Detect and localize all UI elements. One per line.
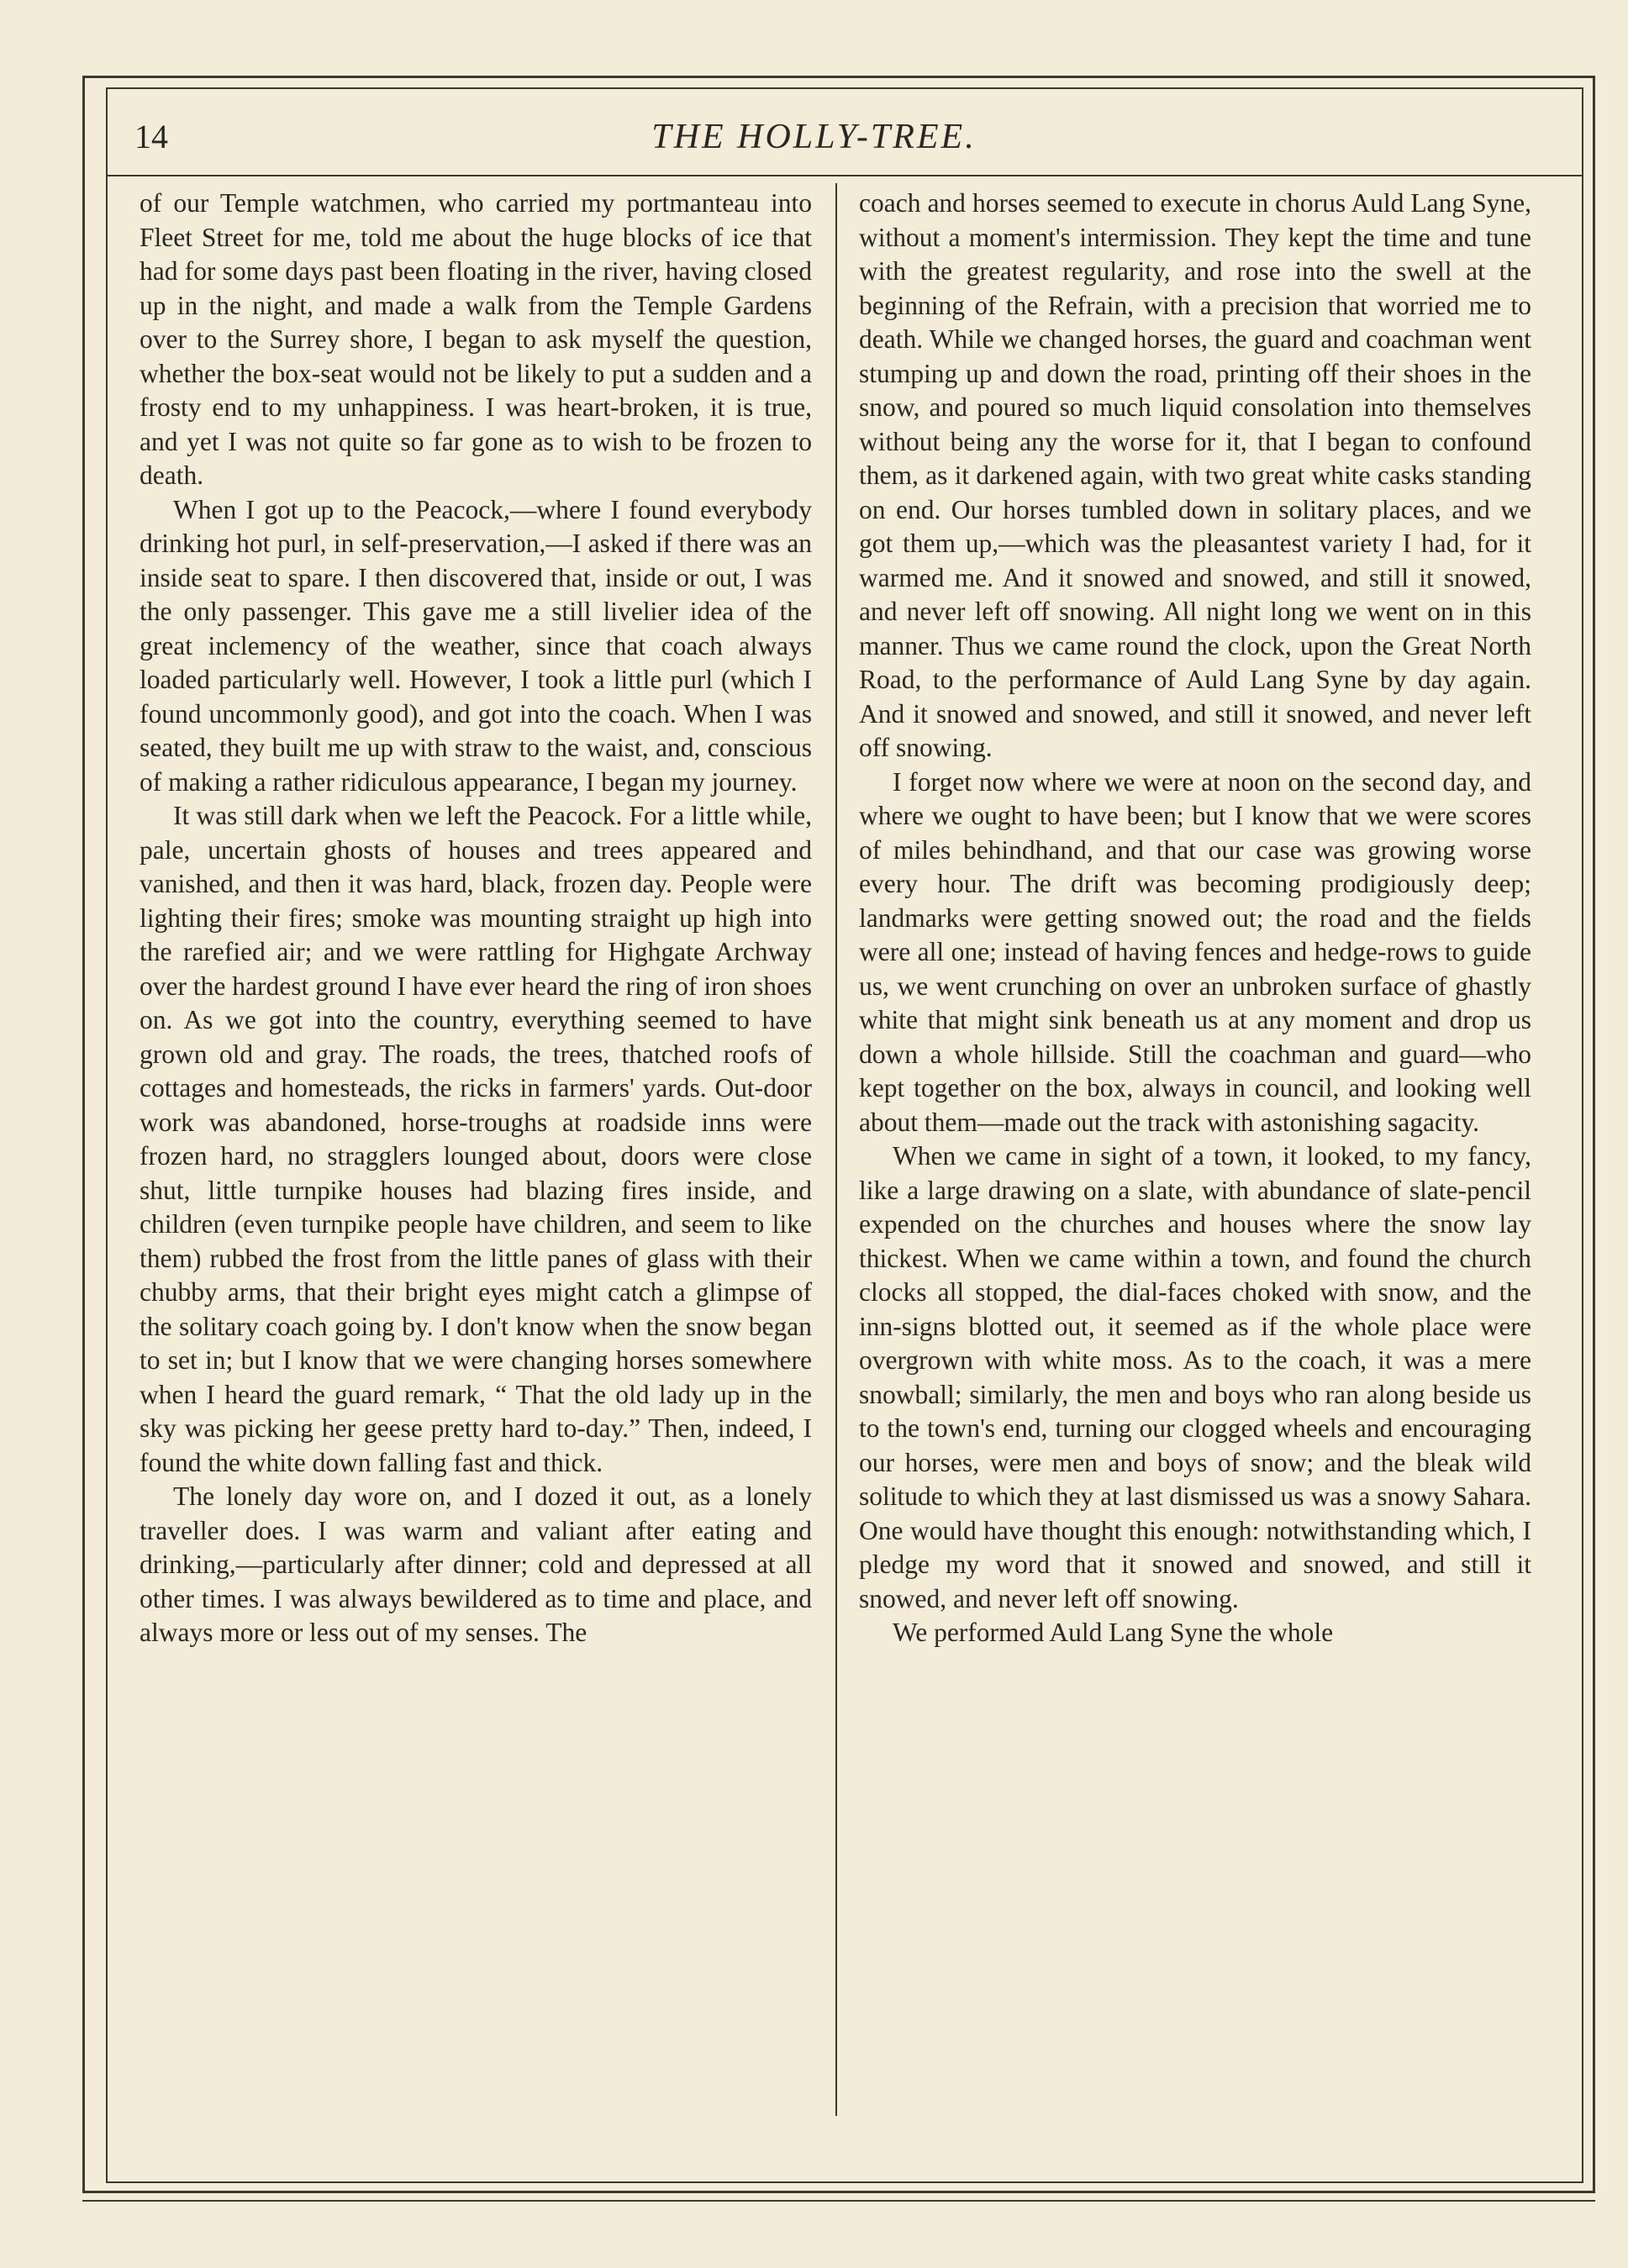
paragraph: of our Temple watchmen, who carried my portmanteau into Fleet Street for me, told me about the huge blocks of ice that had for some days past been floating in the river, having closed up in the night, and made a walk from the Temple Gardens over to the Surrey shore, I began to ask myself the question, whether the box-seat would not be likely to put a sudden and a frosty end to my unhappiness. I was heart-broken, it is true, and yet I was not quite so far gone as to wish to be frozen to death. bbox=[140, 188, 812, 490]
running-title: THE HOLLY-TREE. bbox=[651, 118, 977, 156]
paragraph: coach and horses seemed to execute in chorus Auld Lang Syne, without a moment's intermission. They kept the time and tune with the greatest regularity, and rose into the swell at the beginning of the Refrain, with a precision that worried me to death. While we changed horses, the guard and coachman went stumping up and down the road, printing off their shoes in the snow, and poured so much liquid consolation into themselves without being any the worse for it, that I began to confound them, as it darkened again, with two great white casks standing on end. Our horses tumbled down in solitary places, and we got them up,—which was the pleasantest variety I had, for it warmed me. And it snowed and snowed, and still it snowed, and never left off snowing. All night long we went on in this manner. Thus we came round the clock, upon the Great North Road, to the performance of Auld Lang Syne by day again. And it snowed and snowed, and still it snowed, and never left off snowing. bbox=[859, 188, 1531, 762]
page-number: 14 bbox=[134, 118, 168, 155]
left-column bbox=[140, 187, 812, 1650]
paragraph: It was still dark when we left the Peacock. For a little while, pale, uncertain ghosts of houses and trees appeared and vanished, and then it was hard, black, frozen day. People were lighting their fires; smoke was mounting straight up high into the rarefied air; and we were rattling for Highgate Archway over the hardest ground I have ever heard the ring of iron shoes on. As we got into the country, everything seemed to have grown old and gray. The roads, the trees, thatched roofs of cottages and homesteads, the ricks in farmers' yards. Out-door work was abandoned, horse-troughs at roadside inns were frozen hard, no stragglers lounged about, doors were close shut, little turnpike houses had blazing fires inside, and children (even turnpike people have children, and seem to like them) rubbed the frost from the little panes of glass with their chubby arms, that their bright eyes might catch a glimpse of the solitary coach going by. I don't know when the snow began to set in; but I know that we were changing horses somewhere when I heard the guard remark, “ That the old lady up in the sky was picking her geese pretty hard to-day.” Then, indeed, I found the white down falling fast and thick. bbox=[140, 801, 812, 1477]
right-column bbox=[859, 187, 1531, 1650]
column-divider bbox=[835, 183, 837, 2116]
bottom-rule bbox=[82, 2200, 1595, 2202]
paragraph: When we came in sight of a town, it looked, to my fancy, like a large drawing on a slate, with abundance of slate-pencil expended on the churches and houses where the snow lay thickest. When we came within a town, and found the church clocks all stopped, the dial-faces choked with snow, and the inn-signs blotted out, it seemed as if the whole place were overgrown with white moss. As to the coach, it was a mere snowball; similarly, the men and boys who ran along beside us to the town's end, turning our clogged wheels and encouraging our horses, were men and boys of snow; and the bleak wild solitude to which they at last dismissed us was a snowy Sahara. One would have thought this enough: notwithstanding which, I pledge my word that it snowed and snowed, and still it snowed, and never left off snowing. bbox=[859, 1141, 1531, 1613]
paragraph: When I got up to the Peacock,—where I found everybody drinking hot purl, in self-preservation,—I asked if there was an inside seat to spare. I then discovered that, inside or out, I was the only passenger. This gave me a still livelier idea of the great inclemency of the weather, since that coach always loaded particularly well. However, I took a little purl (which I found uncommonly good), and got into the coach. When I was seated, they built me up with straw to the waist, and, conscious of making a rather ridiculous appearance, I began my journey. bbox=[140, 494, 812, 797]
paragraph: The lonely day wore on, and I dozed it out, as a lonely traveller does. I was warm and valiant after eating and drinking,—particularly after dinner; cold and depressed at all other times. I was always bewildered as to time and place, and always more or less out of my senses. The bbox=[140, 1481, 812, 1647]
paragraph: We performed Auld Lang Syne the whole bbox=[893, 1618, 1334, 1647]
header-rule bbox=[106, 175, 1583, 176]
paragraph: I forget now where we were at noon on the second day, and where we ought to have been; but I know that we were scores of miles behindhand, and that our case was growing worse every hour. The drift was becoming prodigiously deep; landmarks were getting snowed out; the road and the fields were all one; instead of having fences and hedge-rows to guide us, we went crunching on over an unbroken surface of ghastly white that might sink beneath us at any moment and drop us down a whole hillside. Still the coachman and guard—who kept together on the box, always in council, and looking well about them—made out the track with astonishing sagacity. bbox=[859, 766, 1531, 1137]
